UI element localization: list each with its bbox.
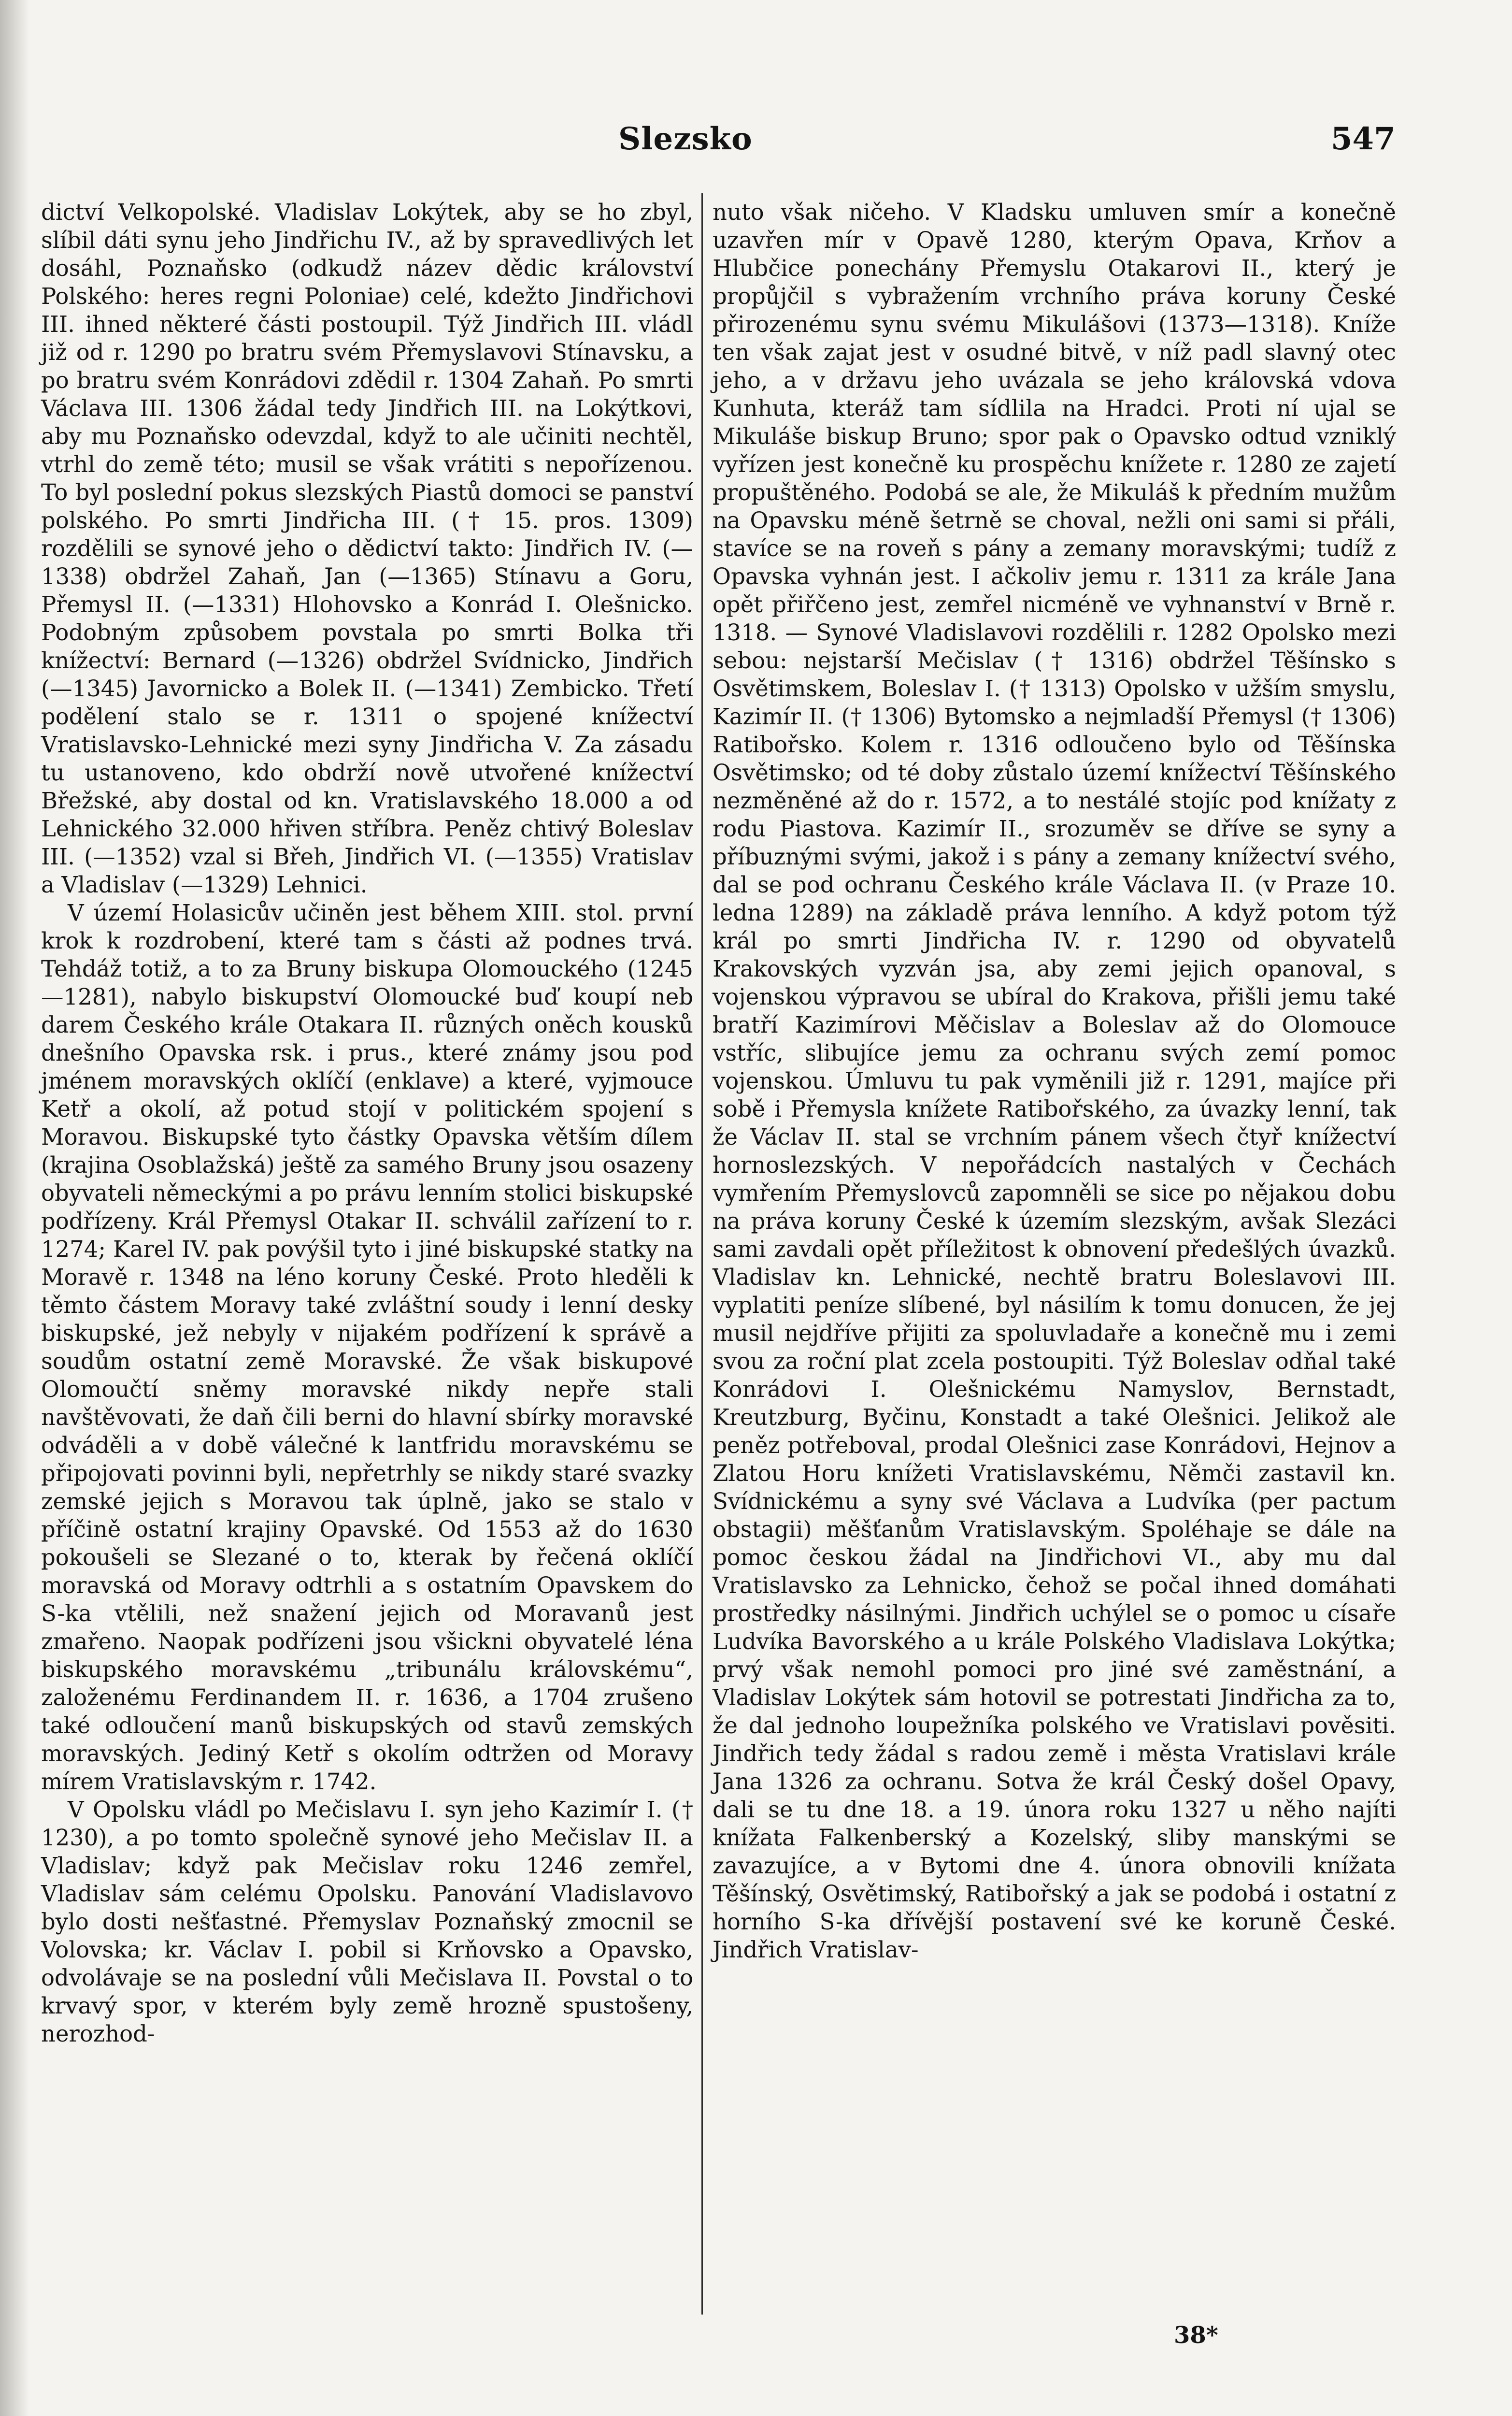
column-divider <box>701 193 703 2315</box>
paragraph: dictví Velkopolské. Vladislav Lokýtek, aby se ho zbyl, slíbil dáti synu jeho Jindřichu IV., až by spravedlivých let dosáhl, Poznaňsko (odkudž název dědic království Polského: heres regni Poloniae) celé, kdežto Jindřichovi III. ihned některé části postoupil. Týž Jindřich III. vládl již od r. 1290 po bratru svém Přemyslavovi Stínavsku, a po bratru svém Konrádovi zdědil r. 1304 Zahaň. Po smrti Václava III. 1306 žádal tedy Jindřich III. na Lokýtkovi, aby mu Poznaňsko odevzdal, když to ale učiniti nechtěl, vtrhl do země této; musil se však vrátiti s nepořízenou. To byl poslední pokus slezských Piastů domoci se panství polského. Po smrti Jindřicha III. († 15. pros. 1309) rozdělili se synové jeho o dědictví takto: Jindřich IV. (—1338) obdržel Zahaň, Jan (—1365) Stínavu a Goru, Přemysl II. (—1331) Hlohovsko a Konrád I. Olešnicko. Podobným způsobem povstala po smrti Bolka tři knížectví: Bernard (—1326) obdržel Svídnicko, Jindřich (—1345) Javornicko a Bolek II. (—1341) Zembicko. Třetí podělení stalo se r. 1311 o spojené knížectví Vratislavsko-Lehnické mezi syny Jindřicha V. Za zásadu tu ustanoveno, kdo obdrží nově utvořené knížectví Břežské, aby dostal od kn. Vratislavského 18.000 a od Lehnického 32.000 hřiven stříbra. Peněz chtivý Boleslav III. (—1352) vzal si Břeh, Jindřich VI. (—1355) Vratislav a Vladislav (—1329) Lehnici. <box>41 199 693 898</box>
paragraph: nuto však ničeho. V Kladsku umluven smír a konečně uzavřen mír v Opavě 1280, kterým Opava, Krňov a Hlubčice ponechány Přemyslu Otakarovi II., který je propůjčil s vybražením vrchního práva koruny České přirozenému synu svému Mikulášovi (1373—1318). Kníže ten však zajat jest v osudné bitvě, v níž padl slavný otec jeho, a v državu jeho uvázala se jeho královská vdova Kunhuta, kteráž tam sídlila na Hradci. Proti ní ujal se Mikuláše biskup Bruno; spor pak o Opavsko odtud vzniklý vyřízen jest konečně ku prospěchu knížete r. 1280 ze zajetí propuštěného. Podobá se ale, že Mikuláš k předním mužům na Opavsku méně šetrně se choval, nežli oni sami si přáli, stavíce se na roveň s pány a zemany moravskými; tudíž z Opavska vyhnán jest. I ačkoliv jemu r. 1311 za krále Jana opět přiřčeno jest, zemřel nicméně ve vyhnanství v Brně r. 1318. — Synové Vladislavovi rozdělili r. 1282 Opolsko mezi sebou: nejstarší Mečislav († 1316) obdržel Těšínsko s Osvětimskem, Boleslav I. († 1313) Opolsko v užším smyslu, Kazimír II. († 1306) Bytomsko a nejmladší Přemysl († 1306) Ratibořsko. Kolem r. 1316 odloučeno bylo od Těšínska Osvětimsko; od té doby zůstalo území knížectví Těšínského nezměněné až do r. 1572, a to nestálé stojíc pod knížaty z rodu Piastova. Kazimír II., srozuměv se dříve se syny a příbuznými svými, jakož i s pány a zemany knížectví svého, dal se pod ochranu Českého krále Václava II. (v Praze 10. ledna 1289) na základě práva lenního. A když potom týž král po smrti Jindřicha IV. r. 1290 od obyvatelů Krakovských vyzván jsa, aby zemi jejich opanoval, s vojenskou výpravou se ubíral do Krakova, přišli jemu také bratří Kazimírovi Měčislav a Boleslav až do Olomouce vstříc, slibujíce jemu za ochranu svých zemí pomoc vojenskou. Úmluvu tu pak vyměnili již r. 1291, majíce při sobě i Přemysla knížete Ratibořského, za úvazky lenní, tak že Václav II. stal se vrchním pánem všech čtyř knížectví hornoslezských. V nepořádcích nastalých v Čechách vymřením Přemyslovců zapomněli se sice po nějakou dobu na práva koruny České k územím slezským, avšak Slezáci sami zavdali opět příležitost k obnovení předešlých úvazků. Vladislav kn. Lehnické, nechtě bratru Boleslavovi III. vyplatiti peníze slíbené, byl násilím k tomu donucen, že jej musil nejdříve přijiti za spoluvladaře a konečně mu i zemi svou za roční plat zcela postoupiti. Týž Boleslav odňal také Konrádovi I. Olešnickému Namyslov, Bernstadt, Kreutzburg, Byčinu, Konstadt a také Olešnici. Jelikož ale peněz potřeboval, prodal Olešnici zase Konrádovi, Hejnov a Zlatou Horu knížeti Vratislavskému, Němči zastavil kn. Svídnickému a syny své Václava a Ludvíka (per pactum obstagii) měšťanům Vratislavským. Spoléhaje se dále na pomoc českou žádal na Jindřichovi VI., aby mu dal Vratislavsko za Lehnicko, čehož se počal ihned domáhati prostředky násilnými. Jindřich uchýlel se o pomoc u císaře Ludvíka Bavorského a u krále Polského Vladislava Lokýtka; prvý však nemohl pomoci pro jiné své zaměstnání, a Vladislav Lokýtek sám hotovil se potrestati Jindřicha za to, že dal jednoho loupežníka polského ve Vratislavi pověsiti. Jindřich tedy žádal s radou země i města Vratislavi krále Jana 1326 za ochranu. Sotva že král Český došel Opavy, dali se tu dne 18. a 19. února roku 1327 u něho najíti knížata Falkenberský a Kozelský, sliby manskými se zavazujíce, a v Bytomi dne 4. února obnovili knížata Těšínský, Osvětimský, Ratibořský a jak se podobá i ostatní z horního S-ka dřívější postavení své ke koruně České. Jindřich Vratislav- <box>713 199 1396 1963</box>
paragraph: V území Holasicův učiněn jest během XIII. stol. první krok k rozdrobení, které tam s části až podnes trvá. Tehdáž totiž, a to za Bruny biskupa Olomouckého (1245—1281), nabylo biskupství Olomoucké buď koupí neb darem Českého krále Otakara II. různých oněch kousků dnešního Opavska rsk. i prus., které známy jsou pod jménem moravských oklíčí (enklave) a které, vyjmouce Ketř a okolí, až potud stojí v politickém spojení s Moravou. Biskupské tyto částky Opavska větším dílem (krajina Osoblažská) ještě za samého Bruny jsou osazeny obyvateli německými a po právu lenním stolici biskupské podřízeny. Král Přemysl Otakar II. schválil zařízení to r. 1274; Karel IV. pak povýšil tyto i jiné biskupské statky na Moravě r. 1348 na léno koruny České. Proto hleděli k těmto částem Moravy také zvláštní soudy i lenní desky biskupské, jež nebyly v nijakém podřízení k správě a soudům ostatní země Moravské. Že však biskupové Olomoučtí sněmy moravské nikdy nepře stali navštěvovati, že daň čili berni do hlavní sbírky moravské odváděli a v době válečné k lantfridu moravskému se připojovati povinni byli, nepřetrhly se nikdy staré svazky zemské jejich s Moravou tak úplně, jako se stalo v příčině ostatní krajiny Opavské. Od 1553 až do 1630 pokoušeli se Slezané o to, kterak by řečená oklíčí moravská od Moravy odtrhli a s ostatním Opavskem do S-ka vtělili, než snažení jejich od Moravanů jest zmařeno. Naopak podřízeni jsou všickni obyvatelé léna biskupského moravskému „tribunálu královskému“, založenému Ferdinandem II. r. 1636, a 1704 zrušeno také odloučení manů biskupských od stavů zemských moravských. Jediný Ketř s okolím odtržen od Moravy mírem Vratislavským r. 1742. <box>41 900 693 1795</box>
printer-signature-mark: 38* <box>1174 2322 1218 2349</box>
right-column <box>713 198 1396 1964</box>
paragraph: V Opolsku vládl po Mečislavu I. syn jeho Kazimír I. († 1230), a po tomto společně synové jeho Mečislav II. a Vladislav; když pak Mečislav roku 1246 zemřel, Vladislav sám celému Opolsku. Panování Vladislavovo bylo dosti nešťastné. Přemyslav Poznaňský zmocnil se Volovska; kr. Václav I. pobil si Krňovsko a Opavsko, odvolávaje se na poslední vůli Mečislava II. Povstal o to krvavý spor, v kterém byly země hrozně spustošeny, nerozhod- <box>41 1797 693 2047</box>
page-number: 547 <box>1331 121 1396 157</box>
scan-edge-shadow <box>0 0 29 2416</box>
left-column <box>41 198 693 2048</box>
running-head-title: Slezsko <box>618 121 753 157</box>
